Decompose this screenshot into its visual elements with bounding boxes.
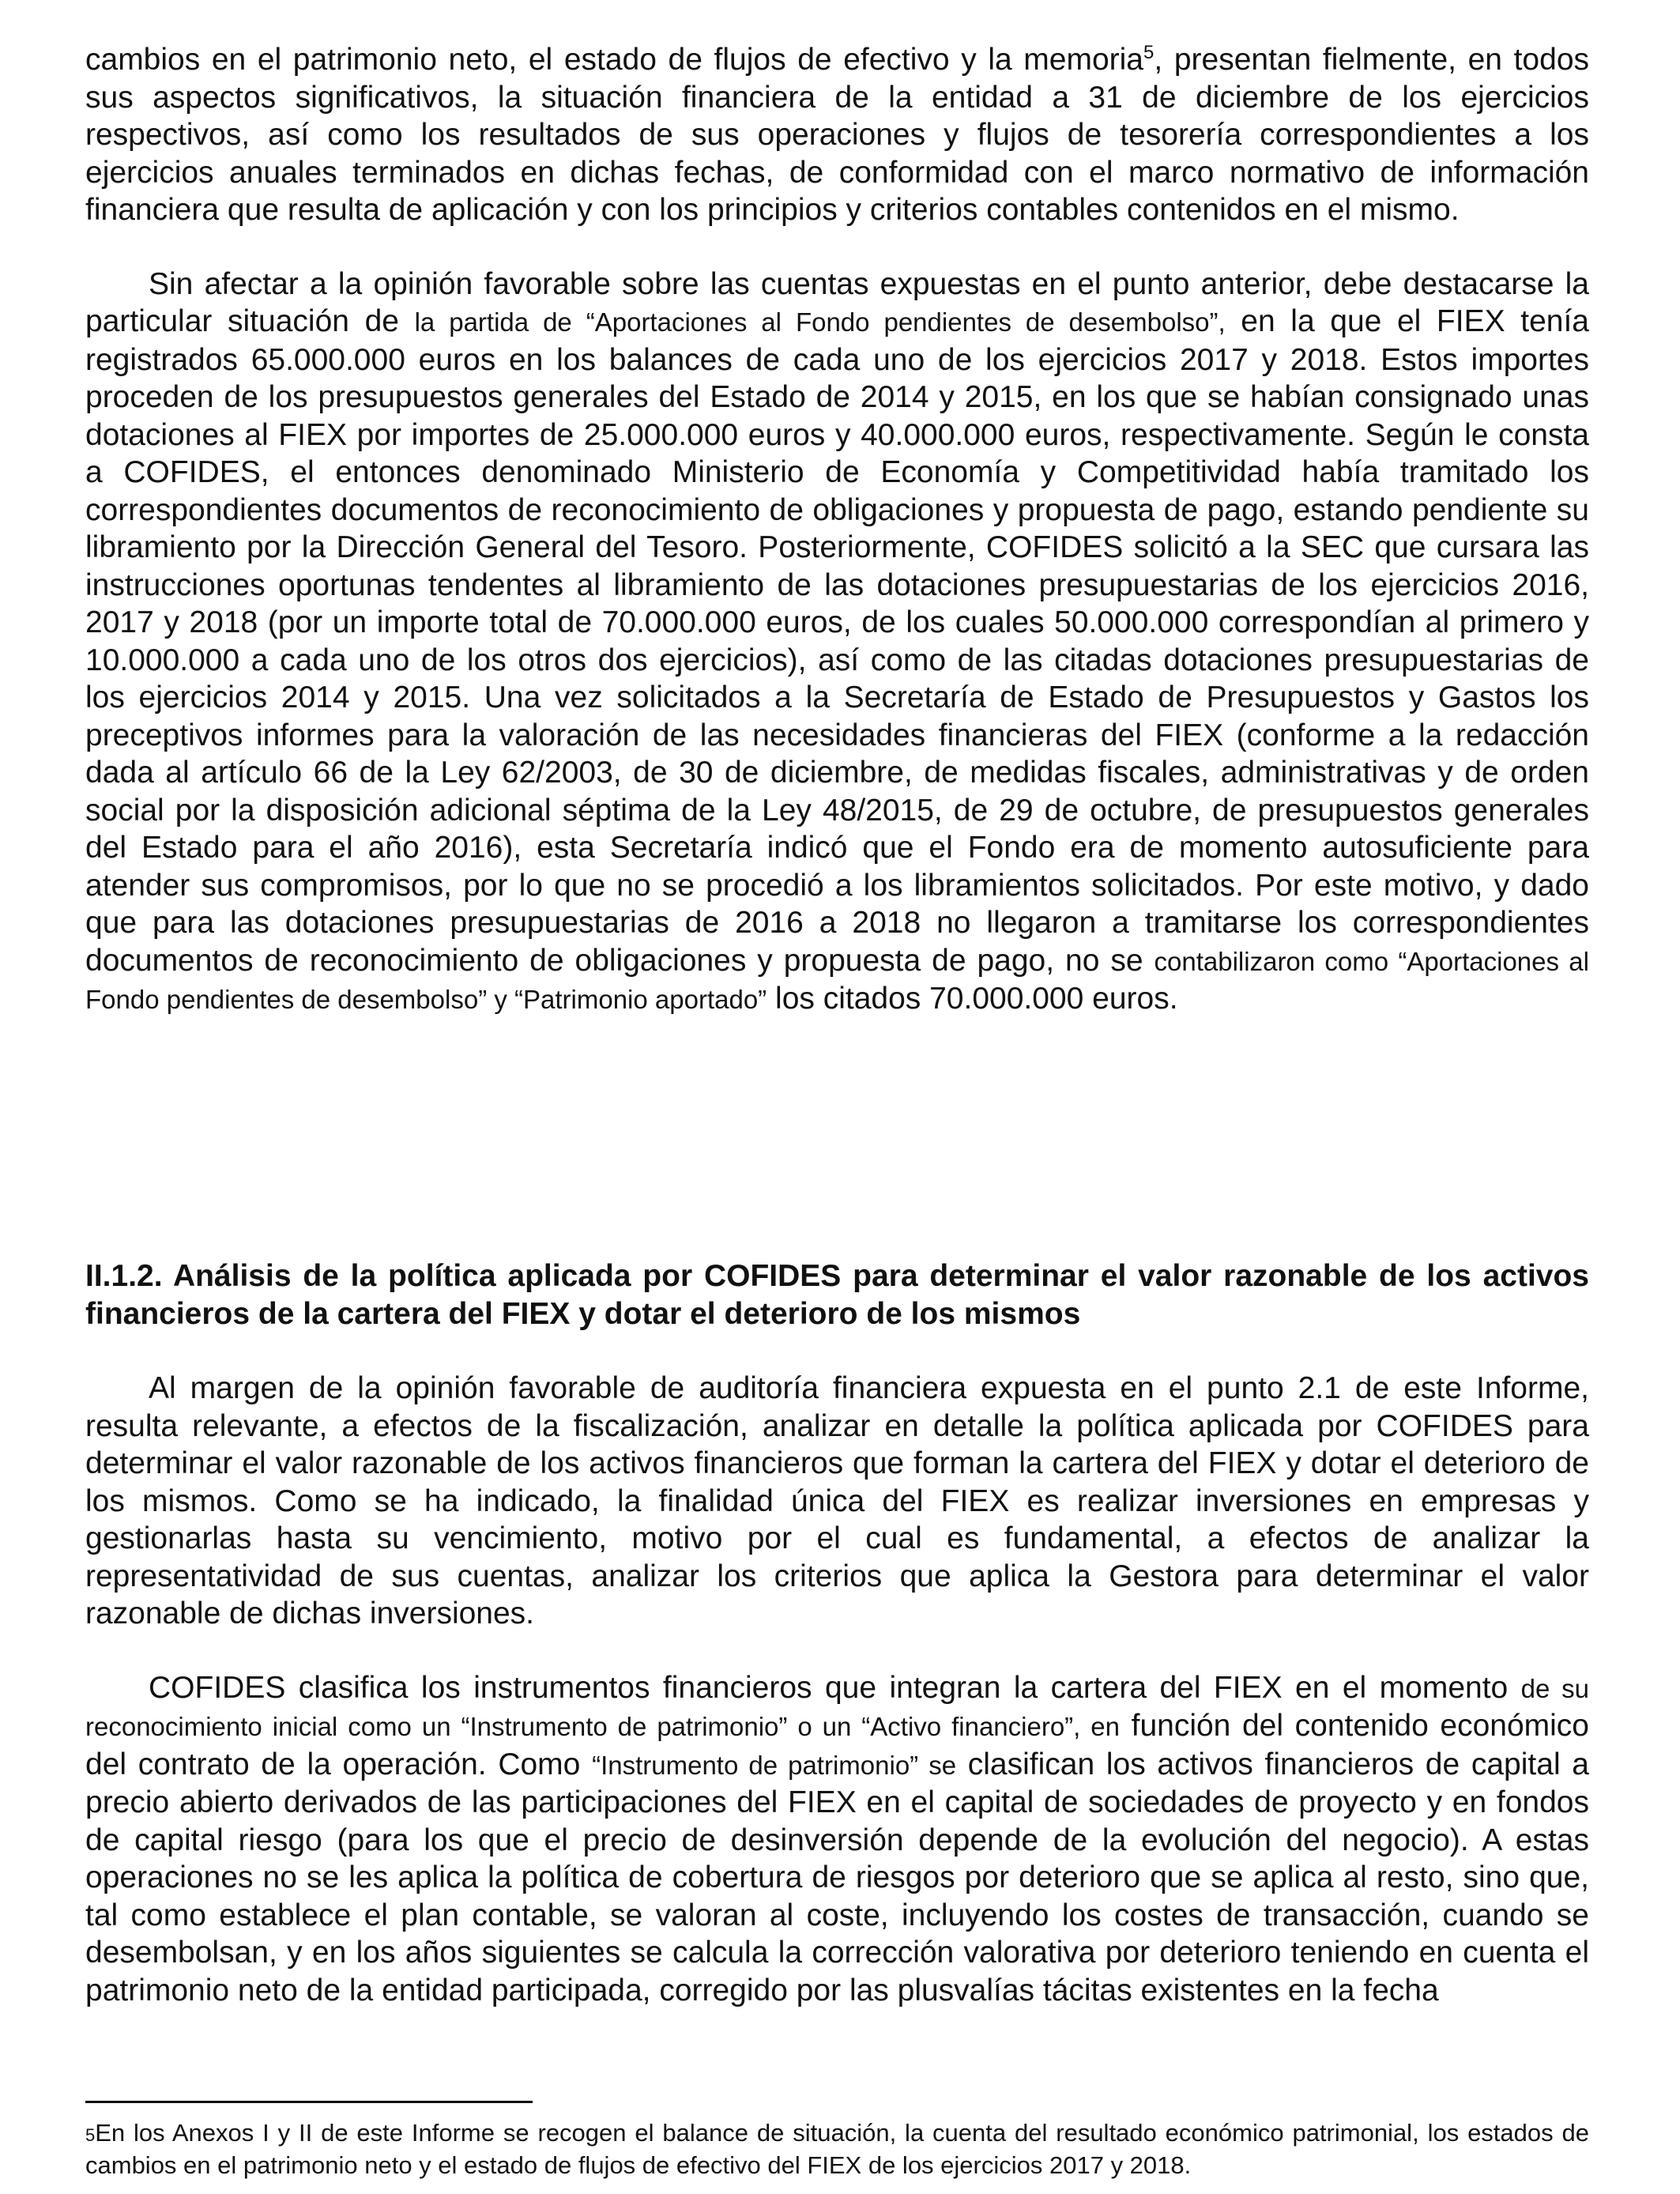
footnote-separator xyxy=(85,2101,533,2103)
footnote-reference[interactable]: 5 xyxy=(1143,42,1155,63)
paragraph-2-text-b: la partida de “Aportaciones al Fondo pendientes de desembolso”, xyxy=(414,307,1226,337)
body-text-upper xyxy=(85,41,1589,1019)
paragraph-4-text-d: “Instrumento de patrimonio” se xyxy=(592,1750,957,1780)
paragraph-3: Al margen de la opinión favorable de auditoría financiera expuesta en el punto 2.1 de este Informe, resulta relevante, a efectos de la fiscalización, analizar en detalle la política aplicada por COFIDES para determinar el valor razonable de los activos financieros que forman la cartera del FIEX y dotar el deterioro de los mismos. Como se ha indicado, la finalidad única del FIEX es realizar inversiones en empresas y gestionarlas hasta su vencimiento, motivo por el cual es fundamental, a efectos de analizar la representatividad de sus cuentas, analizar los criterios que aplica la Gestora para determinar el valor razonable de dichas inversiones. xyxy=(85,1371,1589,1630)
footnote-mark: 5 xyxy=(85,2125,96,2145)
section-heading: II.1.2. Análisis de la política aplicada por COFIDES para determinar el valor razonable de los activos financieros de la cartera del FIEX y dotar el deterioro de los mismos xyxy=(85,1259,1589,1331)
paragraph-4-text-e: clasifican los activos financieros de capital a precio abierto derivados de las participaciones del FIEX en el capital de sociedades de proyecto y en fondos de capital riesgo (para los que el precio de desinversión depende de la evolución del negocio). A estas operaciones no se les aplica la política de cobertura de riesgos por deterioro que se aplica al resto, sino que, tal como establece el plan contable, se valoran al coste, incluyendo los costes de transacción, cuando se desembolsan, y en los años siguientes se calcula la corrección valorativa por deterioro teniendo en cuenta el patrimonio neto de la entidad participada, corregido por las plusvalías tácitas existentes en la fecha xyxy=(85,1747,1589,2007)
paragraph-4-text-c: función del contenido económico del contrato de la operación. Como xyxy=(85,1709,1589,1781)
paragraph-1-text-b: , presentan fielmente, en todos sus aspectos significativos, la situación financiera de la entidad a 31 de diciembre de los ejercicios respectivos, así como los resultados de sus operaciones y flujos de tesorería correspondientes a los ejercicios anuales terminados en dichas fechas, de conformidad con el marco normativo de información financiera que resulta de aplicación y con los principios y criterios contables contenidos en el mismo. xyxy=(85,43,1590,227)
paragraph-4 xyxy=(85,1669,1589,2010)
paragraph-2-text-c: en la que el FIEX tenía registrados 65.000.000 euros en los balances de cada uno de los ejercicios 2017 y 2018. Estos importes proceden de los presupuestos generales del Estado de 2014 y 2015, en los que se habían consignado unas dotaciones al FIEX por importes de 25.000.000 euros y 40.000.000 euros, respectivamente. Según le consta a COFIDES, el entonces denominado Ministerio de Economía y Competitividad había tramitado los correspondientes documentos de reconocimiento de obligaciones y propuesta de pago, estando pendiente su libramiento por la Dirección General del Tesoro. Posteriormente, COFIDES solicitó a la SEC que cursara las instrucciones oportunas tendentes al libramiento de las dotaciones presupuestarias de los ejercicios 2016, 2017 y 2018 (por un importe total de 70.000.000 euros, de los cuales 50.000.000 correspondían al primero y 10.000.000 a cada uno de los otros dos ejercicios), así como de las citadas dotaciones presupuestarias de los ejercicios 2014 y 2015. Una vez solicitados a la Secretaría de Estado de Presupuestos y Gastos los preceptivos informes para la valoración de las necesidades financieras del FIEX (conforme a la redacción dada al artículo 66 de la Ley 62/2003, de 30 de diciembre, de medidas fiscales, administrativas y de orden social por la disposición adicional séptima de la Ley 48/2015, de 29 de octubre, de presupuestos generales del Estado para el año 2016), esta Secretaría indicó que el Fondo era de momento autosuficiente para atender sus compromisos, por lo que no se procedió a los libramientos solicitados. Por este motivo, y dado que para las dotaciones presupuestarias de 2016 a 2018 no llegaron a tramitarse los correspondientes documentos de reconocimiento de obligaciones y propuesta de pago, no se xyxy=(85,304,1589,978)
paragraph-1-text-a: cambios en el patrimonio neto, el estado de flujos de efectivo y la memoria xyxy=(85,43,1144,77)
paragraph-1 xyxy=(85,41,1589,229)
paragraph-2-text-e: los citados 70.000.000 euros. xyxy=(767,982,1178,1016)
paragraph-4-text-a: COFIDES clasifica los instrumentos financieros que integran la cartera del FIEX en el momento xyxy=(149,1670,1521,1705)
footnote xyxy=(85,2118,1589,2181)
paragraph-2-text-d: contabilizaron como “Aportaciones al Fondo pendientes de desembolso” y “Patrimonio aportado” xyxy=(85,946,1589,1014)
body-text-lower xyxy=(85,1370,1589,2009)
paragraph-2 xyxy=(85,266,1589,1019)
footnote-text: En los Anexos I y II de este Informe se recogen el balance de situación, la cuenta del resultado económico patrimonial, los estados de cambios en el patrimonio neto y el estado de flujos de efectivo del FIEX de los ejercicios 2017 y 2018. xyxy=(85,2119,1589,2179)
paragraph-2-text-a: Sin afectar a la opinión favorable sobre las cuentas expuestas en el punto anterior, debe destacarse la particular situación de xyxy=(85,266,1589,338)
paragraph-4-text-b: de su reconocimiento inicial como un “Instrumento de patrimonio” o un “Activo financiero”, en xyxy=(85,1673,1590,1741)
